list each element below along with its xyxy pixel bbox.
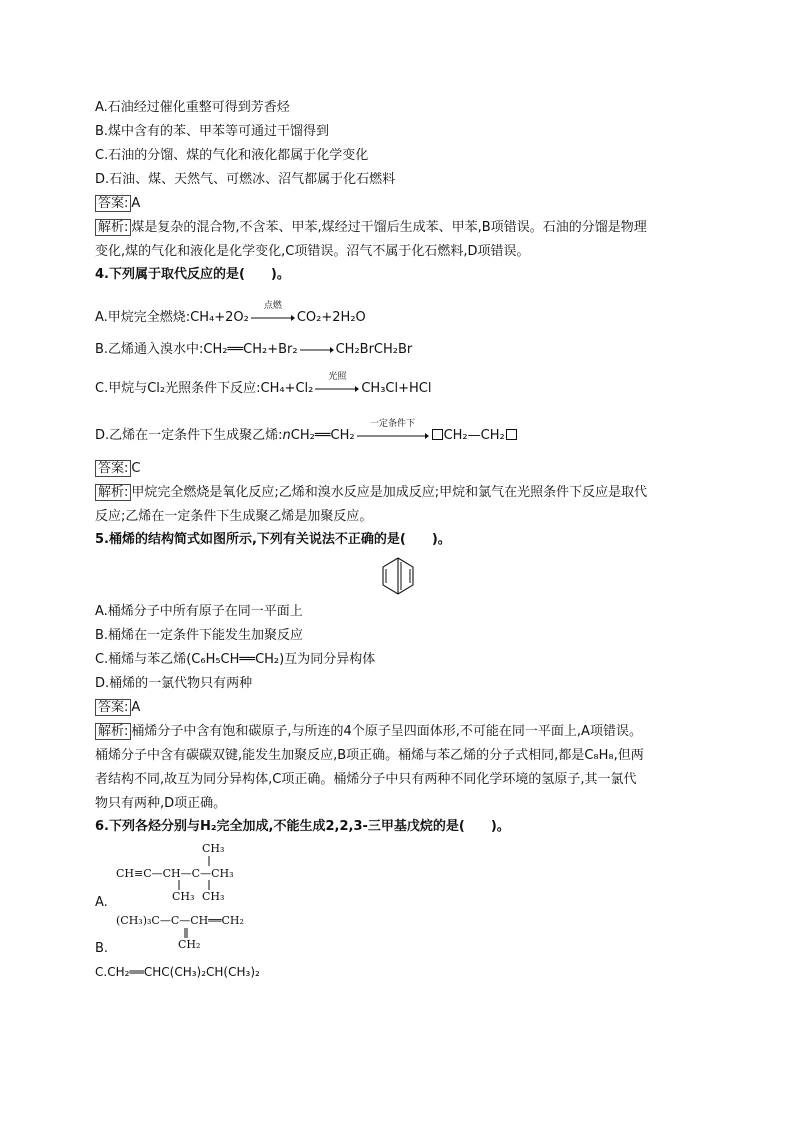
- q4-stem: 4.下列属于取代反应的是( )。: [95, 267, 290, 282]
- reaction-arrow: [300, 341, 334, 359]
- q4-analysis-line1: [95, 484, 647, 502]
- answer-value: A: [131, 196, 141, 211]
- q4-c-prefix: C.甲烷与Cl₂光照条件下反应:CH₄+Cl₂: [95, 381, 314, 396]
- q6-option-b-label: B.: [95, 941, 109, 956]
- q6-option-c: C.CH₂══CHC(CH₃)₂CH(CH₃)₂: [95, 965, 260, 979]
- reaction-arrow: [315, 372, 359, 398]
- q4-option-c: [95, 372, 432, 398]
- q5-analysis-line4: 物只有两种,D项正确。: [95, 796, 227, 811]
- q5-analysis-line3: 者结构不同,故互为同分异构体,C项正确。桶烯分子中只有两种不同化学环境的氢原子,其一氯代: [95, 772, 637, 787]
- q4-d-prefix: D.乙烯在一定条件下生成聚乙烯:: [95, 428, 283, 443]
- q5-option-d: D.桶烯的一氯代物只有两种: [95, 676, 253, 691]
- reaction-arrow: [251, 301, 295, 327]
- q4-answer: [95, 460, 140, 478]
- q5-option-a: A.桶烯分子中所有原子在同一平面上: [95, 604, 303, 619]
- answer-value: C: [131, 461, 141, 476]
- q4-option-b: [95, 341, 412, 359]
- q4-option-a: [95, 301, 366, 327]
- q4-b-prefix: B.乙烯通入溴水中:CH₂══CH₂+Br₂: [95, 342, 298, 357]
- bond-line-icon: [186, 928, 188, 938]
- main-chain: CH≡C—CH—C—CH₃: [116, 867, 234, 880]
- q5-option-b: B.桶烯在一定条件下能发生加聚反应: [95, 628, 304, 643]
- q3-analysis-line1: [95, 219, 647, 237]
- q5-option-c: C.桶烯与苯乙烯(C₆H₅CH══CH₂)互为同分异构体: [95, 652, 376, 667]
- answer-value: A: [131, 700, 141, 715]
- analysis-text: 桶烯分子中含有饱和碳原子,与所连的4个原子呈四面体形,不可能在同一平面上,A项错误。: [131, 724, 642, 739]
- q3-option-d: D.石油、煤、天然气、可燃冰、沼气都属于化石燃料: [95, 172, 396, 187]
- q4-d-product: CH₂—CH₂: [443, 428, 505, 443]
- bond-line-icon: [178, 880, 180, 890]
- reaction-condition: 一定条件下: [370, 419, 416, 429]
- reaction-arrow: [357, 419, 429, 445]
- q5-analysis-line1: [95, 723, 642, 741]
- q4-option-d: [95, 419, 518, 445]
- q5-answer: [95, 699, 140, 717]
- analysis-text: 煤是复杂的混合物,不含苯、甲苯,煤经过干馏后生成苯、甲苯,B项错误。石油的分馏是物理: [131, 220, 647, 235]
- analysis-label: 解析:: [95, 484, 131, 501]
- q4-d-n: n: [282, 428, 291, 443]
- ch3-bottom-1: CH₃: [172, 890, 195, 903]
- answer-label: 答案:: [95, 460, 131, 477]
- reaction-condition: 点燃: [263, 301, 282, 311]
- arrow-icon: [300, 346, 334, 354]
- q3-analysis-line2: 变化,煤的气化和液化是化学变化,C项错误。沼气不属于化石燃料,D项错误。: [95, 244, 530, 259]
- ch3-top: CH₃: [202, 842, 225, 855]
- q3-answer: [95, 195, 140, 213]
- bond-line-icon: [208, 880, 210, 890]
- q3-option-a: A.石油经过催化重整可得到芳香烃: [95, 100, 290, 115]
- bond-line-icon: [208, 856, 210, 866]
- q4-a-product: CO₂+2H₂O: [296, 310, 366, 325]
- bracket-right-icon: [506, 429, 517, 440]
- q4-b-product: CH₂BrCH₂Br: [335, 342, 413, 357]
- q4-c-product: CH₃Cl+HCl: [361, 381, 432, 396]
- analysis-label: 解析:: [95, 723, 131, 740]
- ch3-bottom-2: CH₃: [202, 890, 225, 903]
- answer-label: 答案:: [95, 699, 131, 716]
- q3-option-c: C.石油的分馏、煤的气化和液化都属于化学变化: [95, 148, 369, 163]
- q4-analysis-line2: 反应;乙烯在一定条件下生成聚乙烯是加聚反应。: [95, 509, 373, 524]
- reaction-condition: 光照: [328, 372, 347, 382]
- q5-analysis-line2: 桶烯分子中含有碳碳双键,能发生加聚反应,B项正确。桶烯与苯乙烯的分子式相同,都是C₈H₈,但两: [95, 748, 644, 763]
- ch2-bottom: CH₂: [178, 938, 201, 951]
- q6-structure-a: [116, 840, 276, 904]
- answer-label: 答案:: [95, 195, 131, 212]
- analysis-label: 解析:: [95, 219, 131, 236]
- q4-d-reactant: CH₂══CH₂: [290, 428, 355, 443]
- q6-structure-b: [116, 912, 276, 956]
- q3-option-b: B.煤中含有的苯、甲苯等可通过干馏得到: [95, 124, 330, 139]
- barrelene-structure-icon: [381, 556, 415, 596]
- main-chain: (CH₃)₃C—C—CH══CH₂: [116, 914, 244, 927]
- q5-stem: 5.桶烯的结构简式如图所示,下列有关说法不正确的是( )。: [95, 532, 451, 547]
- analysis-text: 甲烷完全燃烧是氧化反应;乙烯和溴水反应是加成反应;甲烷和氯气在光照条件下反应是取代: [131, 485, 648, 500]
- q6-option-a-label: A.: [95, 895, 108, 910]
- q6-stem: 6.下列各烃分别与H₂完全加成,不能生成2,2,3-三甲基戊烷的是( )。: [95, 819, 510, 834]
- q4-a-prefix: A.甲烷完全燃烧:CH₄+2O₂: [95, 310, 249, 325]
- bracket-left-icon: [432, 429, 443, 440]
